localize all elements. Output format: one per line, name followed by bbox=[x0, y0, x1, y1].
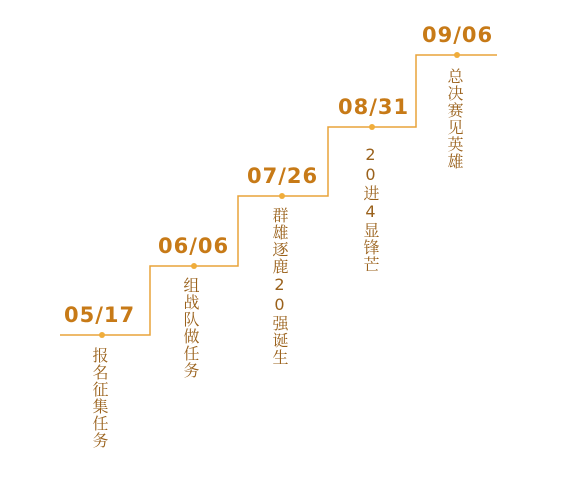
milestone-label-3: 群雄逐鹿20强诞生 bbox=[270, 207, 289, 366]
milestone-date-3: 07/26 bbox=[247, 164, 319, 188]
milestone-label-5: 总决赛见英雄 bbox=[445, 68, 464, 170]
milestone-dot-2 bbox=[191, 263, 197, 269]
milestone-dot-1 bbox=[99, 332, 105, 338]
milestone-dot-5 bbox=[454, 52, 460, 58]
milestone-label-4: 20进4显锋芒 bbox=[361, 145, 380, 273]
milestone-date-2: 06/06 bbox=[158, 234, 230, 258]
milestone-dot-3 bbox=[279, 193, 285, 199]
milestone-dot-4 bbox=[369, 124, 375, 130]
milestone-date-5: 09/06 bbox=[422, 23, 494, 47]
milestone-label-1: 报名征集任务 bbox=[90, 347, 109, 449]
milestone-date-1: 05/17 bbox=[64, 303, 136, 327]
milestone-label-2: 组战队做任务 bbox=[181, 277, 200, 379]
milestone-date-4: 08/31 bbox=[338, 95, 410, 119]
